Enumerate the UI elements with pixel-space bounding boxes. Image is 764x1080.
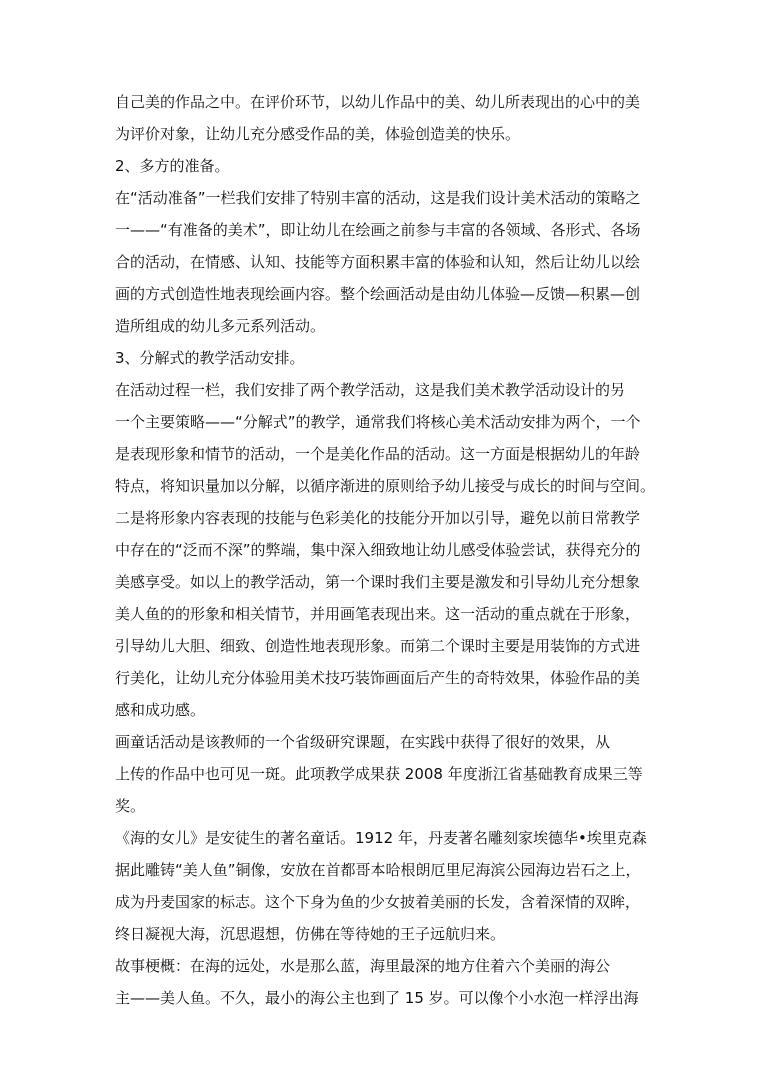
text-line: 2、多方的准备。	[115, 157, 230, 175]
text-line: 中存在的“泛而不深”的弊端，集中深入细致地让幼儿感受体验尝试，获得充分的	[115, 541, 641, 559]
text-line: 合的活动，在情感、认知、技能等方面积累丰富的体验和认知，然后让幼儿以绘	[115, 253, 641, 271]
text-line: 在活动过程一栏，我们安排了两个教学活动，这是我们美术教学活动设计的另	[115, 381, 626, 399]
text-line: 美人鱼的的形象和相关情节，并用画笔表现出来。这一活动的重点就在于形象，	[115, 605, 641, 623]
text-line: 是表现形象和情节的活动，一个是美化作品的活动。这一方面是根据幼儿的年龄	[115, 445, 641, 463]
text-line: 画的方式创造性地表现绘画内容。整个绘画活动是由幼儿体验—反馈—积累—创	[115, 285, 641, 303]
text-line: 美感享受。如以上的教学活动，第一个课时我们主要是激发和引导幼儿充分想象	[115, 573, 641, 591]
text-line: 感和成功感。	[115, 701, 206, 719]
text-line: 一——“有准备的美术”，即让幼儿在绘画之前参与丰富的各领域、各形式、各场	[115, 221, 641, 239]
text-line: 上传的作品中也可见一斑。此项教学成果获 2008 年度浙江省基础教育成果三等	[115, 765, 643, 783]
text-line: 行美化，让幼儿充分体验用美术技巧装饰画面后产生的奇特效果，体验作品的美	[115, 669, 641, 687]
text-line: 引导幼儿大胆、细致、创造性地表现形象。而第二个课时主要是用装饰的方式进	[115, 637, 641, 655]
text-line: 《海的女儿》是安徒生的著名童话。1912 年，丹麦著名雕刻家埃德华•埃里克森	[115, 829, 647, 847]
text-line: 故事梗概：在海的远处，水是那么蓝，海里最深的地方住着六个美丽的海公	[115, 957, 611, 975]
text-line: 画童话活动是该教师的一个省级研究课题，在实践中获得了很好的效果，从	[115, 733, 611, 751]
text-line: 奖。	[115, 797, 146, 815]
text-line: 特点，将知识量加以分解，以循序渐进的原则给予幼儿接受与成长的时间与空间。	[115, 477, 656, 495]
text-line: 成为丹麦国家的标志。这个下身为鱼的少女披着美丽的长发，含着深情的双眸，	[115, 893, 641, 911]
text-line: 据此雕铸“美人鱼”铜像，安放在首都哥本哈根朗厄里尼海滨公园海边岩石之上，	[115, 861, 641, 879]
text-line: 造所组成的幼儿多元系列活动。	[115, 317, 326, 335]
text-line: 二是将形象内容表现的技能与色彩美化的技能分开加以引导，避免以前日常教学	[115, 509, 641, 527]
text-line: 在“活动准备”一栏我们安排了特别丰富的活动，这是我们设计美术活动的策略之	[115, 189, 641, 207]
text-line: 主——美人鱼。不久，最小的海公主也到了 15 岁。可以像个小水泡一样浮出海	[115, 989, 639, 1007]
text-line: 自己美的作品之中。在评价环节，以幼儿作品中的美、幼儿所表现出的心中的美	[115, 93, 641, 111]
text-line: 一个主要策略——“分解式”的教学，通常我们将核心美术活动安排为两个，一个	[115, 413, 641, 431]
text-line: 3、分解式的教学活动安排。	[115, 349, 305, 367]
text-line: 终日凝视大海，沉思遐想，仿佛在等待她的王子远航归来。	[115, 925, 506, 943]
text-line: 为评价对象，让幼儿充分感受作品的美，体验创造美的快乐。	[115, 125, 521, 143]
